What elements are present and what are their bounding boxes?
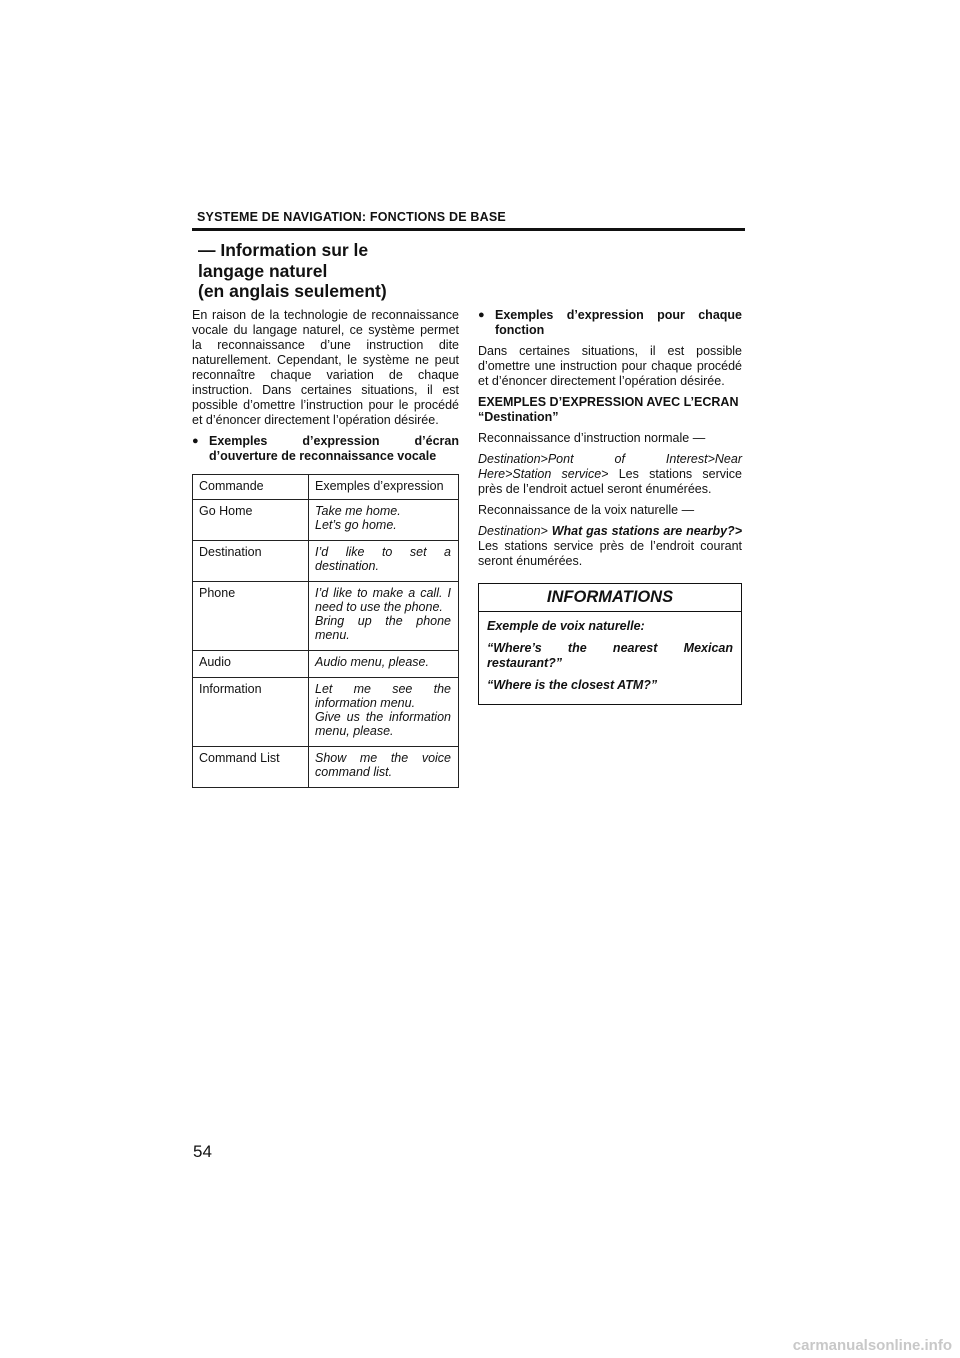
watermark: carmanualsonline.info bbox=[792, 1337, 952, 1354]
natural-result-text: Les stations service près de l’endroit courant seront énumérées. bbox=[478, 539, 742, 568]
natural-recognition-example bbox=[478, 524, 742, 569]
normal-command-path: Destination>Pont of Interest>Near Here>Station service> bbox=[478, 452, 742, 481]
table-header-examples: Exemples d’expression bbox=[309, 475, 459, 500]
right-column bbox=[478, 308, 742, 705]
example-text: Give us the information menu, please. bbox=[315, 710, 451, 738]
bullet-opening-screen bbox=[192, 434, 459, 464]
section-title-line-3: (en anglais seulement) bbox=[198, 281, 387, 301]
bullet-text: Exemples d’expression pour chaque fonction bbox=[495, 308, 742, 337]
left-column bbox=[192, 308, 459, 788]
example-text: Let’s go home. bbox=[315, 518, 397, 532]
examples-cell bbox=[309, 582, 459, 651]
bullet-per-function bbox=[478, 308, 742, 338]
normal-recognition-label: Reconnaissance d’instruction normale — bbox=[478, 431, 706, 445]
command-cell: Command List bbox=[193, 747, 309, 788]
examples-subheading: EXEMPLES D’EXPRESSION AVEC L’ECRAN “Destination” bbox=[478, 395, 739, 424]
table-row bbox=[193, 678, 459, 747]
command-cell: Destination bbox=[193, 541, 309, 582]
command-cell: Phone bbox=[193, 582, 309, 651]
example-text: Let me see the information menu. bbox=[315, 682, 451, 710]
informations-body bbox=[479, 612, 741, 704]
examples-cell bbox=[309, 747, 459, 788]
command-cell: Go Home bbox=[193, 500, 309, 541]
example-text: Bring up the phone menu. bbox=[315, 614, 451, 642]
table-header-command: Commande bbox=[193, 475, 309, 500]
info-item: “Where’s the nearest Mexican restaurant?” bbox=[487, 641, 733, 670]
bullet-text: Exemples d’expression d’écran d’ouverture de reconnaissance vocale bbox=[209, 434, 459, 463]
natural-recognition-label: Reconnaissance de la voix naturelle — bbox=[478, 503, 695, 517]
table-row bbox=[193, 500, 459, 541]
table-row bbox=[193, 541, 459, 582]
table-row bbox=[193, 582, 459, 651]
informations-box bbox=[478, 583, 742, 705]
right-paragraph: Dans certaines situations, il est possible d’omettre une instruction pour chaque procédé et d’énoncer directement l’opération désirée. bbox=[478, 344, 742, 388]
command-cell: Information bbox=[193, 678, 309, 747]
natural-command-prefix: Destination> bbox=[478, 524, 552, 538]
section-title bbox=[198, 240, 458, 302]
example-text: Audio menu, please. bbox=[315, 655, 429, 669]
examples-cell bbox=[309, 500, 459, 541]
table-row bbox=[193, 651, 459, 678]
example-text: I’d like to set a destination. bbox=[315, 545, 451, 573]
normal-result-text: Les stations service près de l’endroit actuel seront énumérées. bbox=[478, 467, 742, 496]
example-text: Show me the voice command list. bbox=[315, 751, 451, 779]
command-cell: Audio bbox=[193, 651, 309, 678]
natural-phrase: What gas stations are nearby?> bbox=[551, 524, 742, 538]
examples-cell bbox=[309, 541, 459, 582]
info-item: “Where is the closest ATM?” bbox=[487, 678, 658, 692]
info-item: Exemple de voix naturelle: bbox=[487, 619, 645, 633]
intro-paragraph: En raison de la technologie de reconnaissance vocale du langage naturel, ce système permet la reconnaissance d’une instruction dite naturellement. Cependant, le système ne peut reconnaître chaque variation de chaque instruction. Dans certaines situations, il est possible d’omettre l’instruction pour le procédé et d’énoncer directement l’opération désirée. bbox=[192, 308, 459, 427]
examples-cell bbox=[309, 651, 459, 678]
header-rule bbox=[192, 228, 745, 231]
running-header: SYSTEME DE NAVIGATION: FONCTIONS DE BASE bbox=[197, 210, 506, 224]
examples-cell bbox=[309, 678, 459, 747]
command-table bbox=[192, 474, 459, 788]
bullet-dot-icon: ● bbox=[192, 435, 199, 447]
section-title-line-1: — Information sur le bbox=[198, 240, 369, 260]
section-title-line-2: langage naturel bbox=[198, 260, 328, 281]
example-text: I’d like to make a call. I need to use the phone. bbox=[315, 586, 451, 614]
normal-recognition-example bbox=[478, 452, 742, 497]
bullet-dot-icon: ● bbox=[478, 309, 485, 321]
table-row bbox=[193, 747, 459, 788]
table-header-row bbox=[193, 475, 459, 500]
page-number: 54 bbox=[193, 1142, 212, 1161]
example-text: Take me home. bbox=[315, 504, 401, 518]
informations-title: INFORMATIONS bbox=[479, 584, 741, 612]
